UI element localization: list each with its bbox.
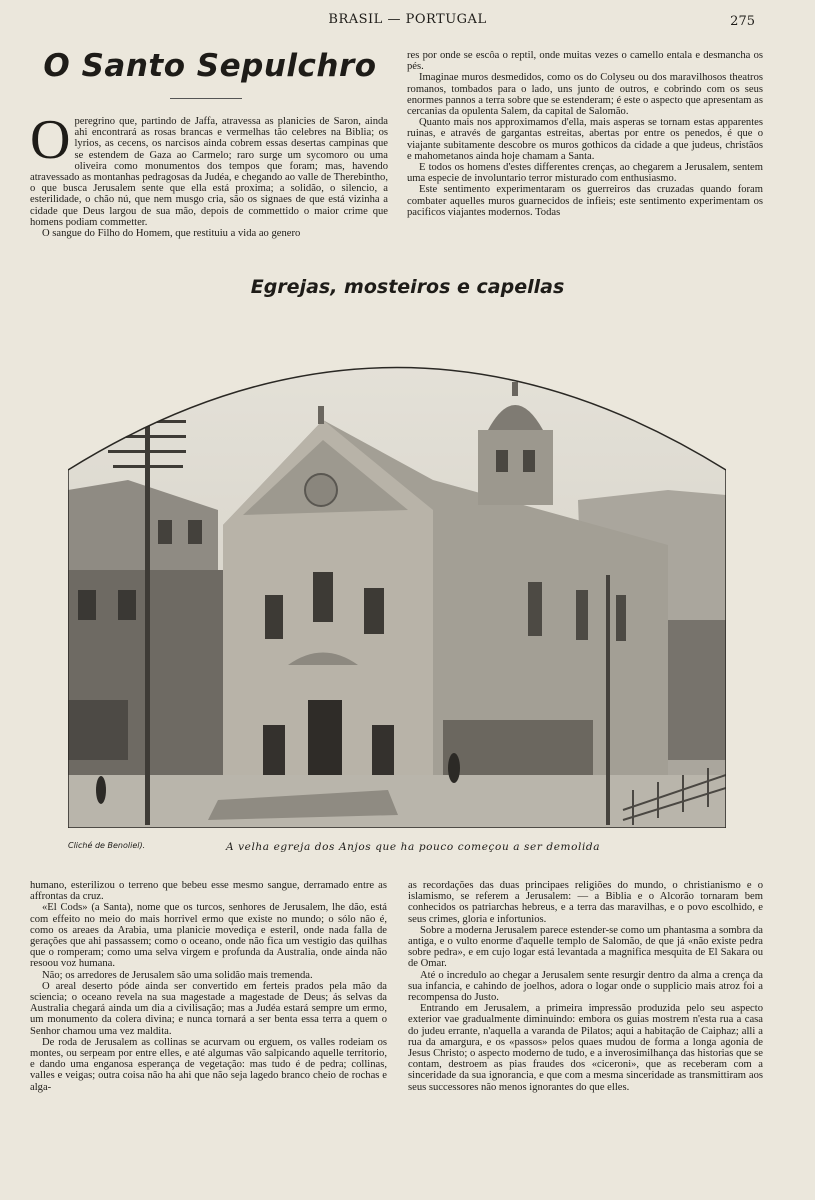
article-paragraph: «El Cods» (a Santa), nome que os turcos, senhores de Jerusalem, lhe dão, está com effeito no meio do mais horrivel ermo que existe no mundo; o sólo não é, como os areaes da Arabia, uma planicie movediça e esteril, onde nada falla de gerações que ahi passassem; como o oceano, onde não fica um vestigio das quilhas que o romperam; como uma selva virgem e profunda da Australia, onde ainda não resoou voz humana. [30, 902, 387, 970]
title-divider [170, 98, 242, 99]
photo-credit: Cliché de Benoliel). [68, 841, 146, 850]
article-title: O Santo Sepulchro [43, 48, 377, 84]
article-column-top-right [407, 50, 763, 218]
church-door [308, 700, 342, 785]
article-paragraph [30, 109, 388, 228]
article-paragraph: O sangue do Filho do Homem, que restituiu a vida ao genero [42, 228, 301, 240]
pedestrian-figure [96, 776, 106, 804]
article-paragraph: Não; os arredores de Jerusalem são uma solidão mais tremenda. [42, 969, 313, 981]
running-head: BRASIL — PORTUGAL [328, 12, 487, 27]
page-number: 275 [730, 14, 755, 29]
article-column-bottom-left [30, 880, 387, 1093]
article-paragraph: Quanto mais nos approximamos d'ella, mais asperas se tornam estas apparentes ruinas, e através de gargantas estreitas, abertas por entre os penedos, é que o viajante subitamente descobre os muros gothicos da cidade a que judeus, christãos e mahometanos ainda hoje chamam a Santa. [407, 117, 763, 162]
article-paragraph: Entrando em Jerusalem, a primeira impressão produzida pelo seu aspecto exterior vae gradualmente diminuindo: embora os guias mostrem n'esta rua a casa do judeu errante, n'aquella a varanda de Pilatos; aqui a habitação de Caiphaz; alli a rua da amargura, e os «passos» pelos quaes mudou de forma a longa agonia de Jesus Christo; o aspecto moderno de tudo, e a inverosimilhança das historias que se contam, destroem as pias fraudes dos «ciceroni», que as receberam com a sinceridade da sua ignorancia, e que com a mesma sinceridade as transmittiram aos seus successores não menos ignorantes do que elles. [408, 1003, 763, 1093]
street [68, 775, 726, 828]
article-paragraph: as recordações das duas principaes religiões do mundo, o christianismo e o islamismo, se referem a Jerusalem: — a Biblia e o Alcorão tornaram bem conhecidos os patriarchas hebreus, e a terra das maravilhas, e o povo escolhido, e seus crimes, gloria e infortunios. [408, 880, 763, 925]
article-paragraph: humano, esterilizou o terreno que bebeu esse mesmo sangue, derramado entre as affrontas da cruz. [30, 880, 387, 903]
article-paragraph: Até o incredulo ao chegar a Jerusalem sente resurgir dentro da alma a crença da sua infancia, e cahindo de joelhos, adora o logar onde o supplicio mais atroz foi a recompensa do Justo. [408, 969, 763, 1004]
church-photograph [68, 320, 726, 828]
article-paragraph: Imaginae muros desmedidos, como os do Colyseu ou dos maravilhosos theatros romanos, tombados para o lado, uns junto de outros, e cobrindo com os seus enormes pannos a terra sobre que se estenderam; é este o aspecto que apresentam as cercanias da opulenta Salem, da capital de Salomão. [407, 72, 763, 118]
article-paragraph: res por onde se escôa o reptil, onde muitas vezes o camello entala e desmancha os pés. [407, 50, 763, 73]
article-paragraph: Sobre a moderna Jerusalem parece estender-se como um phantasma a sombra da antiga, e o vulto enorme d'aquelle templo de Salomão, de que já «não existe pedra sobre pedra», e em cujo logar está levantada a magnifica mesquita de El Sakara ou de Omar. [408, 924, 763, 970]
section-heading: Egrejas, mosteiros e capellas [250, 276, 565, 298]
article-paragraph: E todos os homens d'estes differentes crenças, ao chegarem a Jerusalem, sentem uma especie de involuntario terror misturado com enthusiasmo. [407, 162, 763, 185]
drop-cap: O [30, 109, 71, 171]
telegraph-pole [145, 410, 150, 825]
article-column-top-left [30, 109, 388, 240]
article-paragraph: De roda de Jerusalem as collinas se acurvam ou erguem, os valles rodeiam os montes, ou serpeam por entre elles, e até algumas vão salpicando aquelle territorio, e dando uma enganosa esperança de vegetação: mas tudo é de pedra; collinas, valles e veigas; outra coisa não ha ahi que não seja lagedo branco cheio de rochas e alga- [30, 1036, 387, 1093]
article-paragraph: Este sentimento experimentaram os guerreiros das cruzadas quando foram combater aquelles muros guarnecidos de infieis; este sentimento experimentam os pacificos viajantes modernos. Todas [407, 184, 763, 218]
article-paragraph: O areal deserto póde ainda ser convertido em ferteis prados pela mão da sciencia; o oceano revela na sua magestade a magestade de Deus; ás selvas da Australia chegará ainda um dia a civilisação; mas a Judéa estará sempre um ermo, um monumento da colera divina; e nunca tornará a ser benta essa terra a quem o Senhor chamou uma vez maldita. [30, 980, 387, 1037]
article-column-bottom-right [408, 880, 763, 1093]
lamp-post [606, 575, 610, 825]
pedestrian-figure [448, 753, 460, 783]
bell-tower [478, 430, 553, 505]
paragraph-text: peregrino que, partindo de Jaffa, atravessa as planicies de Saron, ainda ahi encontrará as rosas brancas e vermelhas tão celebres na Biblia; os lyrios, as cecens, os narcisos ainda cobrem essas desertas campinas que se estendem de Gaza ao Carmelo; raro surge um sycomoro ou uma oliveira como monumentos dos tempos que foram; mas, havendo atravessado as montanhas pedragosas da Judéa, e chegando ao valle de Therebintho, o que busca Jerusalem sente que ella está proxima; a solidão, o silencio, a esterilidade, o chão nú, que nem musgo cria, são os signaes de que está vizinha a cidade que Deus largou de sua mão, depois de commettido o maior crime que homens podiam commetter. [30, 116, 388, 228]
photo-caption: A velha egreja dos Anjos que ha pouco começou a ser demolida [226, 841, 601, 853]
